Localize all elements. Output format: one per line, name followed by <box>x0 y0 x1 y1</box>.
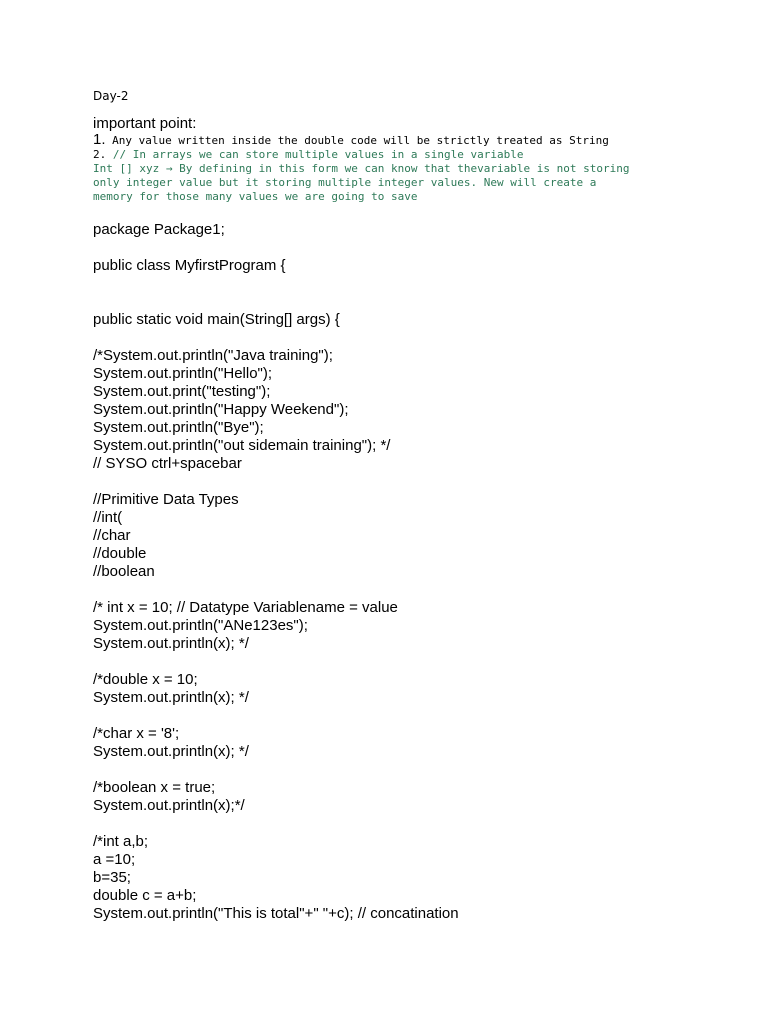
code-line: System.out.println("ANe123es"); <box>93 617 308 634</box>
day-label: Day-2 <box>93 89 129 103</box>
code-line <box>93 275 459 293</box>
code-line <box>93 473 459 491</box>
code-line <box>93 581 459 599</box>
point-2 <box>93 148 523 162</box>
code-line: double c = a+b; <box>93 887 197 904</box>
code-line: public class MyfirstProgram { <box>93 257 286 274</box>
array-note-line-1 <box>93 162 629 176</box>
code-line: /*System.out.println("Java training"); <box>93 347 333 364</box>
code-line: //char <box>93 527 131 544</box>
array-note-line-2: only integer value but it storing multiple integer values. New will create a <box>93 176 597 189</box>
code-line <box>93 329 459 347</box>
code-line: //boolean <box>93 563 155 580</box>
point-1-text: Any value written inside the double code will be strictly treated as String <box>112 134 609 147</box>
code-line: System.out.println("out sidemain training"); */ <box>93 437 391 454</box>
point-1-number: 1. <box>93 131 106 148</box>
code-line <box>93 815 459 833</box>
code-line: System.out.println("Happy Weekend"); <box>93 401 349 418</box>
code-line: package Package1; <box>93 221 225 238</box>
code-line: System.out.println("Hello"); <box>93 365 273 382</box>
code-line: System.out.println("This is total"+" "+c); // concatination <box>93 905 459 922</box>
code-line: System.out.println(x);*/ <box>93 797 245 814</box>
code-block <box>93 221 459 923</box>
code-line: b=35; <box>93 869 131 886</box>
point-2-text: // In arrays we can store multiple values in a single variable <box>112 148 524 161</box>
code-line: /*boolean x = true; <box>93 779 216 796</box>
arrow-icon: → <box>165 162 173 175</box>
code-line: //double <box>93 545 147 562</box>
code-line: System.out.println(x); */ <box>93 689 249 706</box>
code-line: // SYSO ctrl+spacebar <box>93 455 242 472</box>
important-heading: important point: <box>93 115 197 132</box>
code-line: //Primitive Data Types <box>93 491 239 508</box>
code-line: a =10; <box>93 851 136 868</box>
code-line <box>93 707 459 725</box>
code-line: public static void main(String[] args) { <box>93 311 340 328</box>
code-line: System.out.println(x); */ <box>93 743 249 760</box>
code-line <box>93 239 459 257</box>
array-note-line-3: memory for those many values we are going to save <box>93 190 418 203</box>
code-line: //int( <box>93 509 123 526</box>
code-line <box>93 653 459 671</box>
point-2-number: 2. <box>93 148 107 161</box>
code-line: System.out.println("Bye"); <box>93 419 264 436</box>
code-line: /*char x = '8'; <box>93 725 180 742</box>
point-1 <box>93 133 609 148</box>
code-line: System.out.println(x); */ <box>93 635 249 652</box>
code-line: /*int a,b; <box>93 833 149 850</box>
array-note-prefix: Int [] xyz <box>93 162 166 175</box>
code-line <box>93 293 459 311</box>
code-line: /* int x = 10; // Datatype Variablename = value <box>93 599 398 616</box>
code-line: /*double x = 10; <box>93 671 198 688</box>
code-line <box>93 761 459 779</box>
array-note-line-1-text: By defining in this form we can know that thevariable is not storing <box>172 162 630 175</box>
code-line: System.out.print("testing"); <box>93 383 271 400</box>
